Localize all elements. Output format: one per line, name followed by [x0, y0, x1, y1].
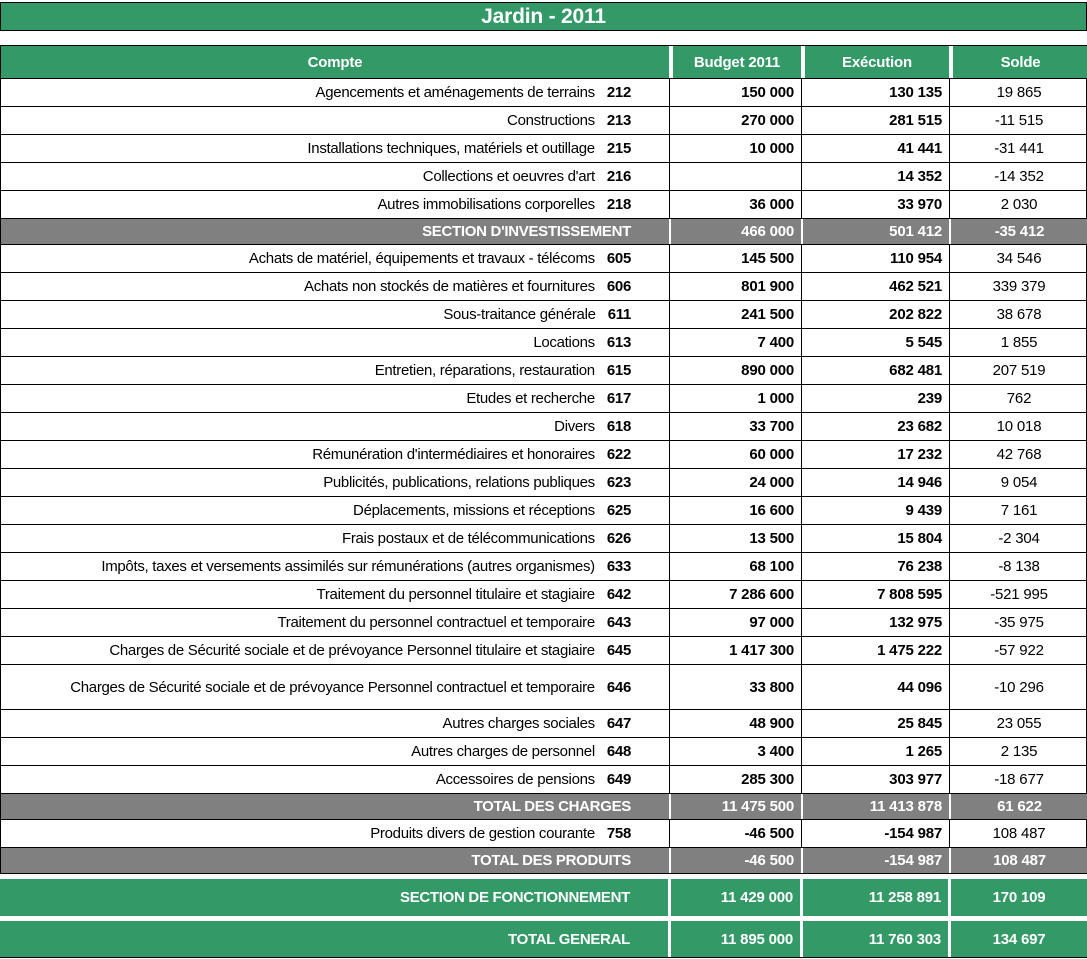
account-code: 758 [606, 825, 631, 842]
cell-execution: 130 135 [801, 79, 949, 106]
cell-label [1, 163, 669, 190]
cell-label [1, 665, 669, 709]
cell-label [0, 921, 668, 957]
column-header-compte: Compte [1, 46, 669, 78]
cell-budget: 466 000 [669, 219, 801, 244]
account-label: Frais postaux et de télécommunications [341, 530, 595, 547]
table-row [0, 525, 1087, 553]
cell-solde: -14 352 [949, 163, 1087, 190]
table-row [0, 219, 1087, 245]
table-row [0, 766, 1087, 794]
account-code: 642 [606, 586, 631, 603]
cell-solde: -521 995 [949, 581, 1087, 608]
account-code: 625 [606, 502, 631, 519]
cell-execution: 44 096 [801, 665, 949, 709]
cell-label [1, 766, 669, 793]
cell-budget: -46 500 [669, 848, 801, 873]
cell-label [1, 385, 669, 412]
cell-execution: 23 682 [801, 413, 949, 440]
table-row [0, 191, 1087, 219]
cell-solde: 108 487 [949, 820, 1087, 847]
table-row [0, 107, 1087, 135]
account-label: Charges de Sécurité sociale et de prévoyance Personnel contractuel et temporaire [70, 678, 595, 696]
account-label: SECTION D'INVESTISSEMENT [422, 223, 631, 240]
account-code: 646 [606, 678, 631, 696]
cell-label [1, 820, 669, 847]
cell-execution: 501 412 [801, 219, 949, 244]
account-label: Impôts, taxes et versements assimilés sur rémunérations (autres organismes) [101, 558, 595, 575]
cell-label [1, 710, 669, 737]
table-row [0, 245, 1087, 273]
cell-execution: 33 970 [801, 191, 949, 218]
account-label: Locations [533, 334, 595, 351]
account-label: Constructions [507, 112, 595, 129]
cell-budget: 36 000 [669, 191, 801, 218]
table-row [0, 609, 1087, 637]
account-label: TOTAL DES PRODUITS [471, 852, 631, 869]
cell-label [1, 413, 669, 440]
account-label: TOTAL DES CHARGES [473, 798, 631, 815]
cell-budget: 7 400 [669, 329, 801, 356]
cell-execution: 15 804 [801, 525, 949, 552]
page-title [0, 2, 1087, 31]
cell-budget: 48 900 [669, 710, 801, 737]
table-row [0, 710, 1087, 738]
cell-solde: 38 678 [949, 301, 1087, 328]
cell-execution: -154 987 [801, 820, 949, 847]
cell-solde: 2 135 [949, 738, 1087, 765]
cell-execution: 14 946 [801, 469, 949, 496]
cell-budget: 3 400 [669, 738, 801, 765]
cell-label [1, 191, 669, 218]
cell-budget: 33 800 [669, 665, 801, 709]
cell-execution: -154 987 [801, 848, 949, 873]
cell-solde: 134 697 [948, 921, 1087, 957]
table-row [0, 794, 1087, 820]
account-code: 605 [606, 250, 631, 267]
cell-solde: 762 [949, 385, 1087, 412]
account-code: 212 [606, 84, 631, 101]
cell-label [1, 525, 669, 552]
cell-solde: -2 304 [949, 525, 1087, 552]
cell-budget: 1 417 300 [669, 637, 801, 664]
account-code: 617 [606, 390, 631, 407]
account-code: 623 [606, 474, 631, 491]
cell-budget: 24 000 [669, 469, 801, 496]
table-row [0, 497, 1087, 525]
cell-label [1, 848, 669, 873]
cell-budget [669, 163, 801, 190]
cell-solde: -35 412 [949, 219, 1087, 244]
cell-execution: 25 845 [801, 710, 949, 737]
cell-budget: 10 000 [669, 135, 801, 162]
cell-solde: -35 975 [949, 609, 1087, 636]
cell-solde: 108 487 [949, 848, 1087, 873]
table-row [0, 163, 1087, 191]
account-code: 213 [606, 112, 631, 129]
account-label: Collections et oeuvres d'art [422, 168, 595, 185]
cell-label [1, 301, 669, 328]
cell-budget: 13 500 [669, 525, 801, 552]
account-code: 633 [606, 558, 631, 575]
account-code: 615 [606, 362, 631, 379]
cell-label [1, 329, 669, 356]
table-row [0, 413, 1087, 441]
cell-solde: -31 441 [949, 135, 1087, 162]
cell-budget: 11 475 500 [669, 794, 801, 819]
cell-solde: 2 030 [949, 191, 1087, 218]
table-row [0, 581, 1087, 609]
account-label: Charges de Sécurité sociale et de prévoyance Personnel titulaire et stagiaire [109, 642, 595, 659]
account-code: 606 [606, 278, 631, 295]
cell-execution: 1 475 222 [801, 637, 949, 664]
column-header-execution: Exécution [801, 46, 949, 78]
account-label: TOTAL GENERAL [508, 930, 630, 948]
account-code: 626 [606, 530, 631, 547]
table-row [0, 848, 1087, 874]
cell-budget: 270 000 [669, 107, 801, 134]
cell-budget: 33 700 [669, 413, 801, 440]
cell-budget: 11 895 000 [668, 921, 800, 957]
cell-label [1, 794, 669, 819]
cell-label [1, 469, 669, 496]
cell-solde: 9 054 [949, 469, 1087, 496]
cell-solde: 170 109 [948, 879, 1087, 916]
page-title-text: Jardin - 2011 [481, 4, 606, 28]
cell-execution: 9 439 [801, 497, 949, 524]
cell-budget: 890 000 [669, 357, 801, 384]
account-label: Traitement du personnel titulaire et stagiaire [316, 586, 595, 603]
table-row [0, 329, 1087, 357]
cell-execution: 462 521 [801, 273, 949, 300]
account-label: Traitement du personnel contractuel et temporaire [277, 614, 595, 631]
account-label: Publicités, publications, relations publiques [323, 474, 595, 491]
cell-solde: 10 018 [949, 413, 1087, 440]
table-row [0, 738, 1087, 766]
cell-execution: 682 481 [801, 357, 949, 384]
account-label: Divers [554, 418, 595, 435]
cell-solde: 1 855 [949, 329, 1087, 356]
cell-execution: 76 238 [801, 553, 949, 580]
account-code: 645 [606, 642, 631, 659]
cell-label [1, 609, 669, 636]
cell-execution: 281 515 [801, 107, 949, 134]
cell-execution: 239 [801, 385, 949, 412]
cell-budget: 150 000 [669, 79, 801, 106]
cell-label [0, 879, 668, 916]
account-label: Autres immobilisations corporelles [377, 196, 595, 213]
cell-label [1, 441, 669, 468]
account-label: Produits divers de gestion courante [370, 825, 595, 842]
cell-execution: 7 808 595 [801, 581, 949, 608]
table-row [0, 665, 1087, 710]
table-row [0, 357, 1087, 385]
cell-solde: -11 515 [949, 107, 1087, 134]
table-row [0, 441, 1087, 469]
account-label: Achats de matériel, équipements et travaux - télécoms [248, 250, 595, 267]
cell-solde: 19 865 [949, 79, 1087, 106]
table-header-row [0, 45, 1087, 79]
cell-solde: -18 677 [949, 766, 1087, 793]
cell-solde: -10 296 [949, 665, 1087, 709]
account-label: SECTION DE FONCTIONNEMENT [399, 889, 630, 906]
account-code: 618 [606, 418, 631, 435]
cell-execution: 11 760 303 [800, 921, 948, 957]
account-code: 648 [606, 743, 631, 760]
account-label: Autres charges de personnel [411, 743, 595, 760]
account-code: 613 [606, 334, 631, 351]
cell-label [1, 553, 669, 580]
cell-budget: 241 500 [669, 301, 801, 328]
cell-execution: 303 977 [801, 766, 949, 793]
account-label: Entretien, réparations, restauration [374, 362, 595, 379]
table-row [0, 820, 1087, 848]
table-row [0, 273, 1087, 301]
cell-solde: 7 161 [949, 497, 1087, 524]
cell-solde: 34 546 [949, 245, 1087, 272]
budget-table [0, 45, 1087, 958]
cell-label [1, 738, 669, 765]
cell-budget: 68 100 [669, 553, 801, 580]
table-row [0, 921, 1087, 958]
table-row [0, 135, 1087, 163]
account-label: Installations techniques, matériels et outillage [307, 140, 595, 157]
account-label: Etudes et recherche [466, 390, 595, 407]
account-label: Rémunération d'intermédiaires et honoraires [312, 446, 595, 463]
cell-execution: 202 822 [801, 301, 949, 328]
cell-budget: 1 000 [669, 385, 801, 412]
account-label: Accessoires de pensions [435, 771, 595, 788]
cell-label [1, 135, 669, 162]
cell-label [1, 357, 669, 384]
cell-label [1, 245, 669, 272]
cell-label [1, 107, 669, 134]
cell-budget: 7 286 600 [669, 581, 801, 608]
account-code: 216 [606, 168, 631, 185]
cell-label [1, 581, 669, 608]
cell-solde: -57 922 [949, 637, 1087, 664]
cell-solde: 42 768 [949, 441, 1087, 468]
table-row [0, 553, 1087, 581]
cell-solde: 207 519 [949, 357, 1087, 384]
cell-execution: 110 954 [801, 245, 949, 272]
table-row [0, 469, 1087, 497]
column-header-solde: Solde [949, 46, 1087, 78]
table-row [0, 637, 1087, 665]
table-row [0, 879, 1087, 916]
cell-label [1, 637, 669, 664]
account-code: 622 [606, 446, 631, 463]
table-row [0, 385, 1087, 413]
cell-label [1, 497, 669, 524]
cell-budget: 16 600 [669, 497, 801, 524]
cell-execution: 14 352 [801, 163, 949, 190]
table-body [0, 79, 1087, 958]
table-row [0, 301, 1087, 329]
account-label: Déplacements, missions et réceptions [353, 502, 595, 519]
cell-budget: 60 000 [669, 441, 801, 468]
cell-budget: 801 900 [669, 273, 801, 300]
account-code: 643 [606, 614, 631, 631]
cell-label [1, 273, 669, 300]
cell-budget: -46 500 [669, 820, 801, 847]
cell-solde: 61 622 [949, 794, 1087, 819]
cell-solde: -8 138 [949, 553, 1087, 580]
account-code: 647 [606, 715, 631, 732]
account-label: Achats non stockés de matières et fournitures [304, 278, 595, 295]
account-label: Sous-traitance générale [443, 306, 596, 323]
cell-execution: 5 545 [801, 329, 949, 356]
cell-budget: 145 500 [669, 245, 801, 272]
cell-execution: 11 258 891 [800, 879, 948, 916]
account-code: 611 [607, 306, 631, 323]
cell-budget: 285 300 [669, 766, 801, 793]
table-row [0, 79, 1087, 107]
column-header-budget: Budget 2011 [669, 46, 801, 78]
account-label: Autres charges sociales [442, 715, 595, 732]
cell-execution: 11 413 878 [801, 794, 949, 819]
cell-budget: 11 429 000 [668, 879, 800, 916]
cell-execution: 17 232 [801, 441, 949, 468]
cell-execution: 41 441 [801, 135, 949, 162]
cell-solde: 339 379 [949, 273, 1087, 300]
cell-budget: 97 000 [669, 609, 801, 636]
cell-solde: 23 055 [949, 710, 1087, 737]
cell-label [1, 79, 669, 106]
cell-execution: 132 975 [801, 609, 949, 636]
cell-label [1, 219, 669, 244]
account-label: Agencements et aménagements de terrains [315, 84, 595, 101]
account-code: 649 [606, 771, 631, 788]
account-code: 215 [606, 140, 631, 157]
cell-execution: 1 265 [801, 738, 949, 765]
account-code: 218 [606, 196, 631, 213]
